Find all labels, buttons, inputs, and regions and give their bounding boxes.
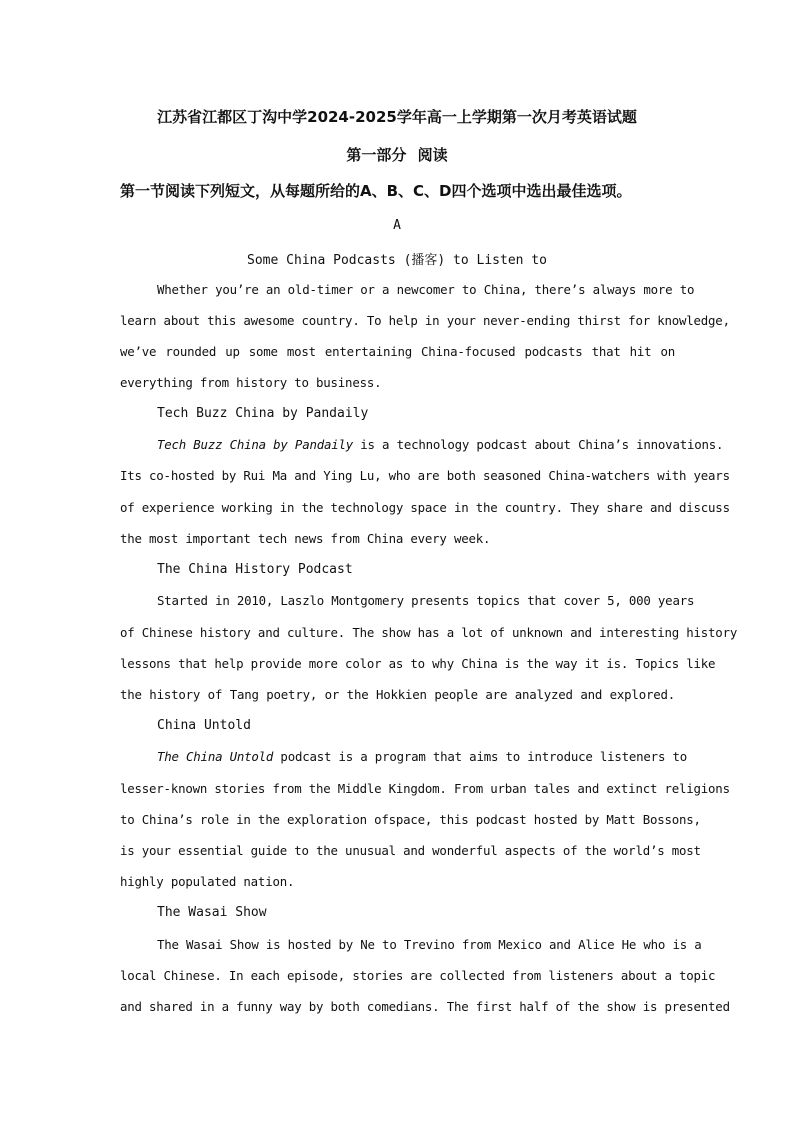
podcast-line: [157, 749, 687, 765]
podcast-heading: Tech Buzz China by Pandaily: [157, 406, 369, 421]
podcast-line: the history of Tang poetry, or the Hokkien people are analyzed and explored.: [120, 687, 675, 702]
passage-title: Some China Podcasts (播客) to Listen to: [247, 253, 547, 268]
podcast-heading: The Wasai Show: [157, 905, 267, 920]
intro-line: learn about this awesome country. To help in your never-ending thirst for knowledge,: [120, 313, 730, 328]
podcast-line: the most important tech news from China every week.: [120, 531, 491, 546]
intro-line: everything from history to business.: [120, 375, 382, 390]
podcast-line-rest: is a technology podcast about China’s innovations.: [353, 437, 724, 452]
intro-line: we’ve rounded up some most entertaining China-focused podcasts that hit on: [120, 344, 675, 359]
intro-line: Whether you’re an old-timer or a newcomer to China, there’s always more to: [157, 282, 695, 297]
podcast-line: and shared in a funny way by both comedians. The first half of the show is presented: [120, 999, 730, 1014]
podcast-line: lessons that help provide more color as to why China is the way it is. Topics like: [120, 656, 716, 671]
podcast-line: to China’s role in the exploration ofspace, this podcast hosted by Matt Bossons,: [120, 812, 701, 827]
podcast-italic-title: The China Untold: [157, 749, 274, 764]
podcast-line: highly populated nation.: [120, 874, 295, 889]
podcast-line: of experience working in the technology space in the country. They share and discuss: [120, 500, 730, 515]
section-instruction: 第一节阅读下列短文，从每题所给的A、B、C、D四个选项中选出最佳选项。: [120, 182, 632, 200]
podcast-line: of Chinese history and culture. The show has a lot of unknown and interesting history: [120, 625, 738, 640]
podcast-line: local Chinese. In each episode, stories are collected from listeners about a topic: [120, 968, 716, 983]
podcast-italic-title: Tech Buzz China by Pandaily: [157, 437, 354, 452]
podcast-line-rest: podcast is a program that aims to introduce listeners to: [273, 749, 687, 764]
podcast-line: lesser-known stories from the Middle Kingdom. From urban tales and extinct religions: [120, 781, 730, 796]
exam-title: 江苏省江都区丁沟中学2024-2025学年高一上学期第一次月考英语试题: [157, 108, 637, 126]
podcast-line: is your essential guide to the unusual and wonderful aspects of the world’s most: [120, 843, 701, 858]
podcast-line: [157, 437, 724, 453]
part-heading: 第一部分 阅读: [346, 146, 448, 164]
podcast-line: The Wasai Show is hosted by Ne to Trevino from Mexico and Alice He who is a: [157, 937, 702, 952]
podcast-line: Started in 2010, Laszlo Montgomery presents topics that cover 5, 000 years: [157, 593, 695, 608]
podcast-heading: China Untold: [157, 718, 251, 733]
passage-letter: A: [393, 218, 401, 233]
podcast-line: Its co-hosted by Rui Ma and Ying Lu, who are both seasoned China-watchers with years: [120, 468, 730, 483]
podcast-heading: The China History Podcast: [157, 562, 353, 577]
